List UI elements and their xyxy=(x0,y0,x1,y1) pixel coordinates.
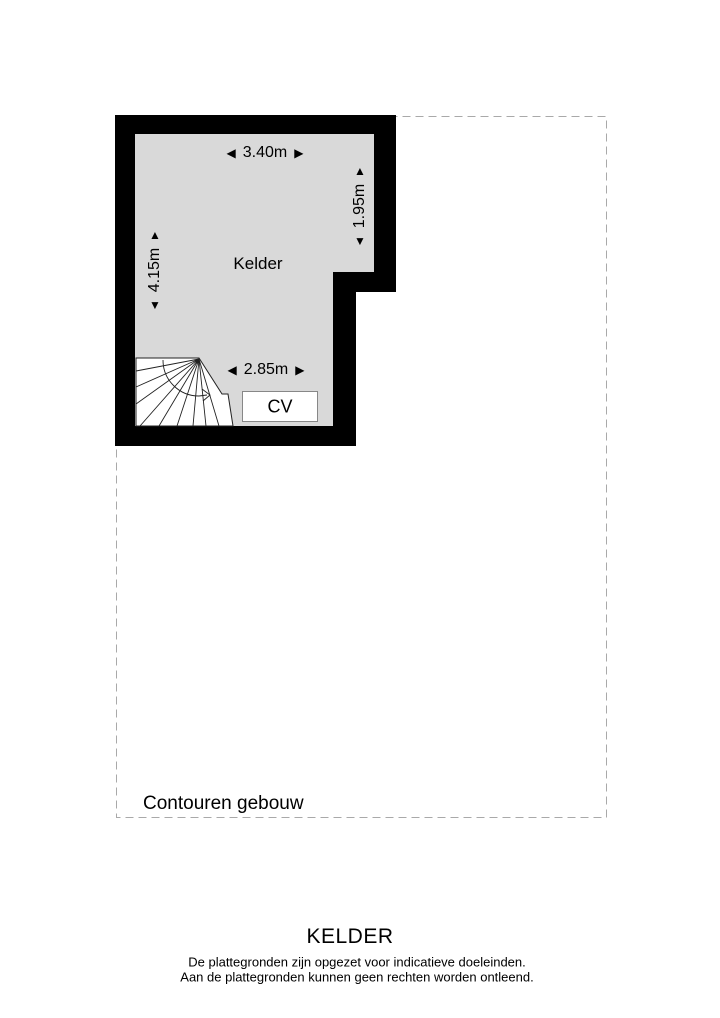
dimension-bottom-value: 2.85m xyxy=(243,361,289,379)
arrow-right-icon: ▶ xyxy=(294,146,304,160)
cv-unit-label: CV xyxy=(267,396,293,417)
dimension-left xyxy=(146,229,164,311)
dimension-bottom xyxy=(228,361,305,379)
arrow-left-icon: ◀ xyxy=(227,363,237,377)
page-title: KELDER xyxy=(306,925,394,948)
arrow-up-icon: ▲ xyxy=(354,163,366,178)
dimension-top xyxy=(227,144,304,162)
room-label: Kelder xyxy=(233,254,283,273)
disclaimer-line-2: Aan de plattegronden kunnen geen rechten worden ontleend. xyxy=(180,969,534,984)
arrow-left-icon: ◀ xyxy=(226,146,236,160)
dimension-top-value: 3.40m xyxy=(242,144,288,162)
dimension-right-value: 1.95m xyxy=(351,183,369,229)
arrow-up-icon: ▲ xyxy=(149,227,161,242)
dimension-left-value: 4.15m xyxy=(146,247,164,293)
arrow-right-icon: ▶ xyxy=(295,363,305,377)
dimension-right xyxy=(351,165,369,247)
arrow-down-icon: ▼ xyxy=(149,298,161,313)
disclaimer xyxy=(180,956,533,985)
disclaimer-line-1: De plattegronden zijn opgezet voor indicatieve doeleinden. xyxy=(188,954,526,970)
building-contour-label: Contouren gebouw xyxy=(143,793,304,814)
arrow-down-icon: ▼ xyxy=(354,234,366,249)
